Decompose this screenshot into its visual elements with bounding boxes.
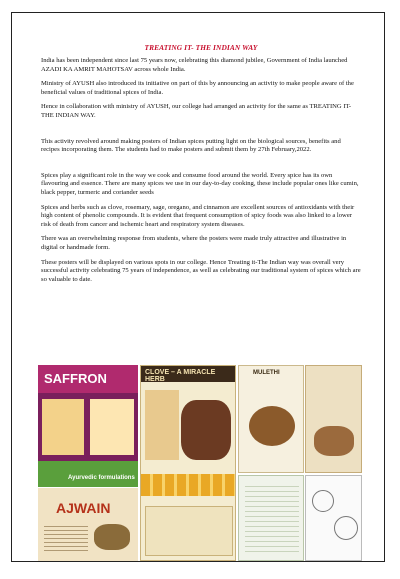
- clove-poster: [140, 365, 236, 561]
- document-body: [41, 43, 361, 290]
- saffron-poster: [38, 365, 138, 487]
- mulethi-poster-title: MULETHI: [253, 370, 280, 376]
- clove-poster-title: CLOVE – A MIRACLE HERB: [145, 369, 216, 383]
- mulethi-poster: [238, 365, 304, 473]
- saffron-poster-title: SAFFRON: [44, 371, 107, 386]
- paragraph-1: India has been independent since last 75 years now, celebrating this diamond jubilee, Government of India launched AZADI KA AMRIT MAHOTSAV across whole India.: [41, 57, 348, 73]
- document-page: [11, 12, 385, 562]
- paragraph-5: Spices play a significant role in the way we cook and consume food around the world. Every spice has its own flavouring and essence. There are many spices we use in our day-to-day cooking, these include popular ones like cumin, black pepper, turmeric and coriander seeds: [41, 171, 359, 196]
- paragraph-4: This activity revolved around making posters of Indian spices putting light on the biological sources, benefits and recipes incorporating them. The students had to make posters and submit them by 27th February,2022.: [41, 137, 341, 154]
- ajwain-poster: [38, 488, 138, 561]
- paragraph-8: These posters will be displayed on various spots in our college. Hence Treating it-The Indian way was overall very successful activity celebrating 75 years of independence, as well as celebrating our traditional system of spices which are so valuable to date.: [41, 258, 361, 283]
- saffron-poster-subtitle: Ayurvedic formulations: [68, 475, 135, 481]
- health-benefits-poster: [238, 475, 304, 561]
- paragraph-2: Ministry of AYUSH also introduced its initiative on part of this by announcing an activity to make people aware of the beneficial values of traditional spices of India.: [41, 80, 354, 96]
- paragraph-3: Hence in collaboration with ministry of AYUSH, our college had arranged an activity for the same as TREATING IT-THE INDIAN WAY.: [41, 103, 352, 119]
- spice-poster-right: [305, 365, 362, 473]
- document-title: TREATING IT- THE INDIAN WAY: [144, 43, 258, 52]
- paragraph-6: Spices and herbs such as clove, rosemary, sage, oregano, and cinnamon are excellent sources of antioxidants with their high content of phenolic compounds. It is evident that frequent consumption of spicy foods was also linked to a lower risk of death from cancer and ischemic heart and respiratory system diseases.: [41, 203, 355, 228]
- handmade-sketch-poster: [305, 475, 362, 561]
- ajwain-poster-title: AJWAIN: [56, 500, 111, 516]
- paragraph-7: There was an overwhelming response from students, where the posters were made truly attractive and illustrative in digital or handmade form.: [41, 235, 347, 251]
- poster-collage: [38, 365, 362, 561]
